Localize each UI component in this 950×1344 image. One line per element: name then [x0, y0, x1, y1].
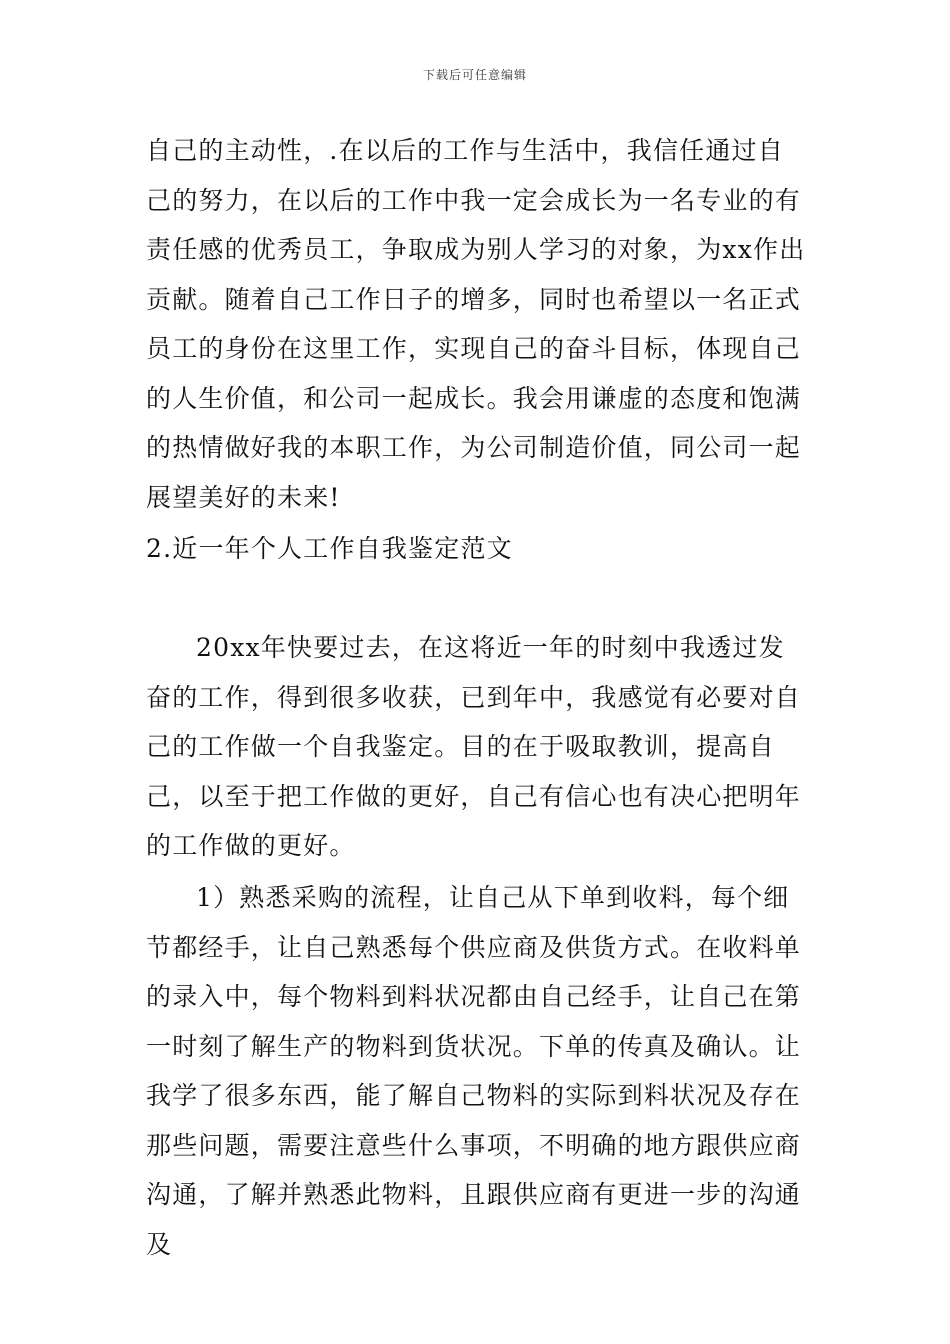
paragraph-1-container	[146, 126, 806, 522]
paragraph-2-container	[146, 623, 806, 871]
paragraph-2: 20xx年快要过去，在这将近一年的时刻中我透过发奋的工作，得到很多收获，已到年中，我感觉有必要对自己的工作做一个自我鉴定。目的在于吸取教训，提高自己，以至于把工作做的更好，自己有信心也有决心把明年的工作做的更好。	[146, 633, 802, 860]
section-heading: 2.近一年个人工作自我鉴定范文	[146, 534, 513, 563]
paragraph-3-container	[146, 873, 806, 1269]
paragraph-1: 自己的主动性，.在以后的工作与生活中，我信任通过自己的努力，在以后的工作中我一定会成长为一名专业的有责任感的优秀员工，争取成为别人学习的对象，为xx作出贡献。随着自己工作日子的增多，同时也希望以一名正式员工的身份在这里工作，实现自己的奋斗目标，体现自己的人生价值，和公司一起成长。我会用谦虚的态度和饱满的热情做好我的本职工作，为公司制造价值，同公司一起展望美好的未来!	[146, 136, 806, 512]
header-note: 下载后可任意编辑	[422, 68, 527, 82]
paragraph-3: 1）熟悉采购的流程，让自己从下单到收料，每个细节都经手，让自己熟悉每个供应商及供货方式。在收料单的录入中，每个物料到料状况都由自己经手，让自己在第一时刻了解生产的物料到货状况。下单的传真及确认。让我学了很多东西，能了解自己物料的实际到料状况及存在那些问题，需要注意些什么事项，不明确的地方跟供应商沟通，了解并熟悉此物料，且跟供应商有更进一步的沟通及	[146, 883, 802, 1259]
